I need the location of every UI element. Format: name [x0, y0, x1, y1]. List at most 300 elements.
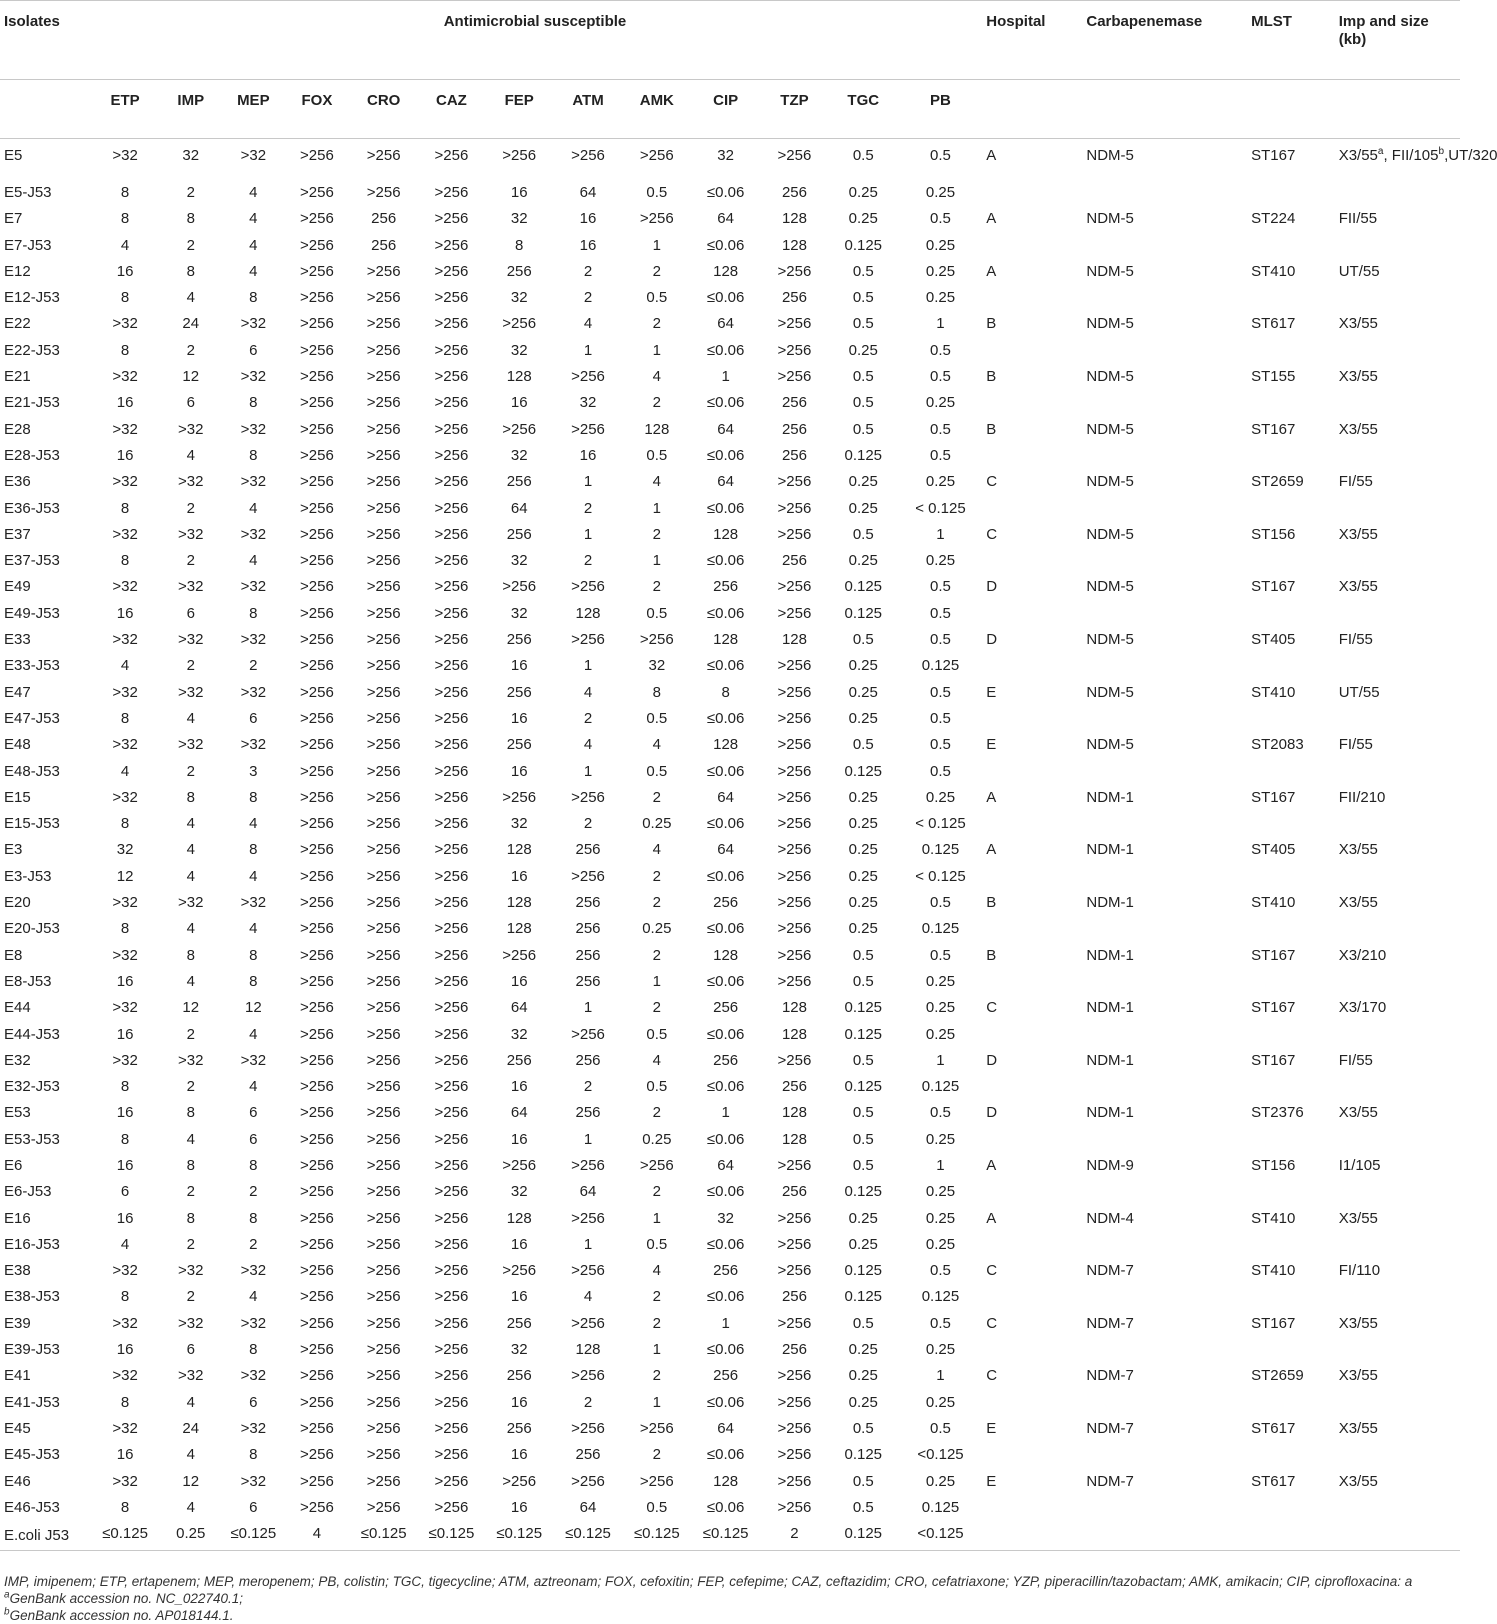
table-row — [0, 1445, 1460, 1471]
cell-cip: 256 — [713, 999, 739, 1017]
cell-tzp: 128 — [781, 631, 807, 649]
cell-cip: 256 — [713, 1051, 739, 1069]
cell-atm: >256 — [571, 788, 605, 806]
cell-imp: 12 — [182, 368, 200, 386]
cell-cip: ≤0.06 — [706, 1498, 745, 1516]
cell-caz: >256 — [434, 604, 469, 622]
cell-imp: 4 — [186, 1393, 195, 1411]
cell-mep: >32 — [240, 147, 267, 164]
cell-hosp — [982, 1340, 1082, 1366]
cell-cip: 128 — [713, 1472, 739, 1490]
cell-imp: >32 — [178, 631, 204, 649]
cell-tgc: 0.125 — [844, 578, 883, 596]
cell-mlst: ST155 — [1251, 368, 1296, 386]
cell-etp: 6 — [120, 1183, 130, 1201]
cell-isolate: E22 — [4, 315, 31, 333]
cell-mep: 12 — [244, 999, 262, 1017]
table-row — [0, 1209, 1460, 1235]
cell-isolate: E39 — [4, 1314, 31, 1332]
cell-amk: 2 — [652, 1314, 661, 1332]
cell-caz: >256 — [434, 999, 469, 1017]
cell-tgc: 0.125 — [828, 1524, 897, 1551]
cell-atm: >256 — [571, 368, 605, 386]
cell-imp-size: X3/55 — [1338, 1419, 1378, 1437]
cell-tgc: 0.125 — [844, 604, 883, 622]
cell-isolate: E15-J53 — [4, 815, 60, 833]
cell-caz: >256 — [434, 473, 469, 491]
cell-hosp — [982, 604, 1082, 630]
cell-isolate: E36 — [4, 473, 31, 491]
cell-fox: >256 — [300, 604, 334, 622]
cell-mep: 4 — [249, 236, 258, 254]
cell-tgc: 0.5 — [852, 394, 874, 412]
cell-cro: >256 — [366, 1025, 401, 1043]
cell-fep: 32 — [510, 604, 528, 622]
table-row — [0, 1472, 1460, 1498]
cell-carb — [1082, 1340, 1247, 1366]
cell-carb: NDM-1 — [1086, 999, 1134, 1017]
cell-pb: 0.5 — [930, 1314, 951, 1332]
cell-atm: 1 — [583, 341, 593, 359]
cell-carb: NDM-1 — [1086, 1104, 1134, 1122]
cell-caz: >256 — [434, 1183, 469, 1201]
cell-imp: >32 — [178, 894, 204, 912]
cell-isolate: E16-J53 — [4, 1235, 60, 1253]
cell-imp: 32 — [182, 147, 200, 164]
cell-amk: 1 — [652, 499, 661, 517]
header-imp-size-line1: Imp and size — [1338, 13, 1429, 30]
cell-atm: 4 — [583, 736, 593, 754]
cell-pb: 0.125 — [921, 1288, 960, 1306]
cell-cro: >256 — [366, 1472, 401, 1490]
cell-isolate: E38-J53 — [4, 1288, 60, 1306]
cell-caz: >256 — [434, 972, 469, 990]
cell-tzp: >256 — [777, 525, 812, 543]
cell-tgc: 0.25 — [848, 709, 878, 727]
cell-tgc: 0.5 — [852, 1314, 874, 1332]
cell-mep: 2 — [249, 1235, 258, 1253]
cell-tzp: >256 — [777, 920, 812, 938]
cell-caz: >256 — [434, 210, 469, 228]
cell-isolate: E7-J53 — [4, 236, 52, 254]
cell-cip: 64 — [717, 1156, 734, 1174]
cell-mlst: ST167 — [1251, 788, 1296, 806]
table-row — [0, 262, 1460, 288]
cell-atm: 256 — [575, 841, 601, 859]
cell-pb: 0.25 — [925, 184, 956, 201]
cell-tzp: 256 — [781, 184, 807, 201]
cell-amk: 4 — [652, 736, 661, 754]
header-drug-fox: FOX — [301, 92, 333, 109]
header-antimicrobial: Antimicrobial susceptible — [443, 13, 627, 30]
cell-pb: 0.5 — [930, 341, 951, 359]
cell-etp: >32 — [112, 1367, 138, 1385]
cell-carb — [1082, 709, 1247, 735]
cell-tgc: 0.125 — [844, 762, 883, 780]
cell-isolate: E45-J53 — [4, 1446, 60, 1464]
cell-imp: >32 — [178, 1367, 204, 1385]
cell-carb — [1082, 1025, 1247, 1051]
cell-tgc: 0.5 — [852, 1498, 874, 1516]
cell-fox: >256 — [300, 394, 334, 412]
table-row — [0, 814, 1460, 840]
cell-hosp: D — [986, 1104, 998, 1122]
cell-amk: 0.25 — [642, 920, 672, 938]
cell-mlst — [1247, 446, 1335, 472]
cell-etp: 8 — [120, 210, 130, 228]
cell-tzp: 128 — [781, 210, 807, 228]
cell-mlst: ST410 — [1251, 1209, 1296, 1227]
cell-pb: 0.25 — [925, 473, 956, 491]
cell-tzp: 256 — [781, 1183, 807, 1201]
cell-mlst — [1247, 1025, 1335, 1051]
cell-etp: >32 — [112, 683, 138, 701]
cell-isolate: E8-J53 — [4, 972, 52, 990]
cell-imp-size — [1335, 1498, 1460, 1524]
cell-cro: >256 — [366, 473, 401, 491]
cell-cip: ≤0.06 — [706, 815, 745, 833]
cell-mlst: ST167 — [1251, 946, 1296, 964]
cell-imp-size: FI/55 — [1338, 1051, 1373, 1069]
cell-caz: >256 — [434, 709, 469, 727]
cell-hosp: C — [986, 525, 998, 543]
cell-fox: >256 — [300, 1235, 334, 1253]
cell-amk: >256 — [639, 1156, 674, 1174]
cell-mlst — [1247, 656, 1335, 682]
cell-amk: 0.25 — [642, 815, 672, 833]
cell-imp-size: X3/55 — [1338, 420, 1378, 438]
cell-cip: 1 — [721, 1104, 730, 1122]
cell-atm: 2 — [583, 1078, 593, 1096]
header-blank — [1082, 80, 1247, 139]
cell-etp: >32 — [112, 1314, 138, 1332]
cell-cip: 128 — [713, 631, 739, 649]
cell-caz: >256 — [434, 184, 469, 201]
cell-pb: < 0.125 — [915, 867, 966, 885]
cell-isolate: E12 — [4, 262, 31, 280]
cell-tzp: >256 — [777, 604, 812, 622]
cell-cro: >256 — [366, 604, 401, 622]
cell-cro: >256 — [366, 1262, 401, 1280]
imp-part: , FII/105 — [1383, 147, 1439, 164]
cell-tgc: 0.5 — [852, 1472, 874, 1490]
cell-carb — [1082, 288, 1247, 314]
cell-fep: 32 — [510, 815, 528, 833]
cell-atm: 64 — [579, 1183, 597, 1201]
cell-fep: >256 — [502, 147, 537, 164]
cell-tzp: >256 — [777, 499, 812, 517]
cell-pb: 0.5 — [930, 683, 951, 701]
cell-amk: 2 — [652, 1104, 661, 1122]
cell-cro: >256 — [366, 578, 401, 596]
cell-atm: 4 — [583, 315, 593, 333]
cell-fep: 16 — [510, 867, 528, 885]
cell-etp: 32 — [116, 841, 134, 859]
cell-caz: >256 — [434, 368, 469, 386]
cell-amk: >256 — [639, 631, 674, 649]
cell-carb: NDM-4 — [1086, 1209, 1134, 1227]
cell-mep: >32 — [240, 420, 267, 438]
cell-tzp: 256 — [781, 420, 807, 438]
cell-pb: 0.5 — [930, 420, 951, 438]
cell-fep: >256 — [502, 1472, 537, 1490]
cell-fep: >256 — [502, 788, 537, 806]
cell-isolate: E46 — [4, 1472, 31, 1490]
cell-atm: 64 — [579, 1498, 597, 1516]
cell-atm: >256 — [571, 1156, 605, 1174]
cell-mlst: ST617 — [1251, 315, 1296, 333]
cell-fox: >256 — [300, 1156, 334, 1174]
cell-hosp — [982, 656, 1082, 682]
cell-amk: 0.5 — [646, 184, 668, 201]
cell-tgc: 0.25 — [848, 210, 878, 228]
cell-cro: >256 — [366, 1078, 401, 1096]
cell-isolate: E20-J53 — [4, 920, 60, 938]
header-carbapenemase: Carbapenemase — [1086, 13, 1203, 30]
cell-amk: 2 — [652, 394, 661, 412]
cell-fox: >256 — [300, 525, 334, 543]
cell-tgc: 0.25 — [848, 1367, 878, 1385]
cell-mlst — [1247, 183, 1335, 209]
cell-carb: NDM-5 — [1086, 420, 1134, 438]
table-row — [0, 788, 1460, 814]
cell-amk: 2 — [652, 578, 661, 596]
cell-imp: 2 — [186, 552, 195, 570]
table-row — [0, 525, 1460, 551]
cell-tgc: 0.25 — [848, 920, 878, 938]
cell-fep: 32 — [510, 1025, 528, 1043]
cell-fep: 16 — [510, 1393, 528, 1411]
cell-tzp: >256 — [777, 736, 812, 754]
cell-caz: >256 — [434, 578, 469, 596]
cell-fox: >256 — [300, 815, 334, 833]
table-row — [0, 683, 1460, 709]
cell-cro: >256 — [366, 1498, 401, 1516]
cell-atm: 1 — [583, 762, 593, 780]
cell-mep: 8 — [249, 1341, 258, 1359]
cell-mlst — [1247, 1182, 1335, 1208]
cell-mlst — [1247, 341, 1335, 367]
cell-mlst — [1247, 551, 1335, 577]
cell-atm: >256 — [571, 420, 605, 438]
cell-imp-size — [1335, 1524, 1460, 1551]
cell-fep: 16 — [510, 394, 528, 412]
cell-carb: NDM-9 — [1086, 1156, 1134, 1174]
cell-imp-size: X3/170 — [1338, 999, 1387, 1017]
cell-mlst: ST167 — [1251, 1051, 1296, 1069]
table-row — [0, 183, 1460, 209]
cell-imp: 4 — [186, 920, 195, 938]
cell-imp-size — [1335, 499, 1460, 525]
cell-isolate: E32 — [4, 1051, 31, 1069]
cell-cip: 1 — [721, 1314, 730, 1332]
cell-imp: 12 — [182, 1472, 200, 1490]
cell-tzp: 128 — [781, 1104, 807, 1122]
cell-carb: NDM-5 — [1086, 578, 1134, 596]
cell-hosp: B — [986, 946, 997, 964]
cell-hosp: C — [986, 1262, 998, 1280]
cell-amk: 32 — [648, 657, 666, 675]
cell-cro: >256 — [366, 147, 401, 164]
cell-carb — [1082, 1130, 1247, 1156]
cell-amk: 2 — [652, 946, 661, 964]
cell-atm: >256 — [571, 1025, 605, 1043]
cell-pb: 1 — [936, 1051, 945, 1069]
cell-amk: 2 — [652, 1183, 661, 1201]
cell-imp-size — [1335, 1287, 1460, 1313]
cell-cro: >256 — [366, 762, 401, 780]
cell-caz: >256 — [434, 315, 469, 333]
cell-tzp: >256 — [777, 762, 812, 780]
cell-pb: 0.25 — [925, 262, 956, 280]
cell-tgc: 0.125 — [844, 1025, 883, 1043]
cell-amk: 0.5 — [646, 1025, 668, 1043]
cell-fep: 32 — [510, 552, 528, 570]
cell-etp: 8 — [120, 1130, 130, 1148]
cell-imp-size — [1335, 867, 1460, 893]
cell-imp-size: UT/55 — [1338, 262, 1380, 280]
cell-cip: 256 — [713, 578, 739, 596]
cell-mlst — [1247, 1340, 1335, 1366]
cell-amk: 0.5 — [646, 762, 668, 780]
cell-pb: 0.5 — [930, 604, 951, 622]
cell-mlst: ST405 — [1251, 841, 1296, 859]
cell-tzp: 128 — [781, 1025, 807, 1043]
cell-pb: 1 — [936, 315, 945, 333]
cell-etp: 4 — [120, 657, 130, 675]
cell-fep: 256 — [506, 1367, 532, 1385]
cell-caz: >256 — [434, 1393, 469, 1411]
cell-atm: 2 — [583, 709, 593, 727]
cell-imp: 6 — [186, 394, 195, 412]
cell-cro: >256 — [366, 788, 401, 806]
cell-imp-size — [1335, 288, 1460, 314]
cell-imp: 4 — [186, 289, 195, 307]
cell-tgc: 0.5 — [852, 1104, 874, 1122]
cell-atm: >256 — [571, 147, 605, 164]
cell-tgc: 0.25 — [848, 841, 878, 859]
cell-fep: 256 — [506, 525, 532, 543]
cell-imp: 4 — [186, 815, 195, 833]
cell-amk: 128 — [644, 420, 670, 438]
cell-fox: 4 — [284, 1524, 349, 1551]
cell-etp: 8 — [120, 341, 130, 359]
header-blank — [0, 80, 90, 139]
cell-etp: 16 — [116, 1446, 134, 1464]
cell-pb: 0.5 — [930, 946, 951, 964]
cell-imp-size — [1335, 139, 1497, 184]
cell-pb: < 0.125 — [915, 499, 966, 517]
cell-fox: >256 — [300, 762, 334, 780]
cell-pb: <0.125 — [917, 1446, 964, 1464]
cell-fox: >256 — [300, 867, 334, 885]
cell-mep: 8 — [249, 946, 258, 964]
cell-carb: NDM-5 — [1086, 473, 1134, 491]
header-drug-etp: ETP — [110, 92, 140, 109]
cell-cro: >256 — [366, 289, 401, 307]
cell-caz: >256 — [434, 920, 469, 938]
header-hospital: Hospital — [986, 13, 1046, 30]
cell-cro: >256 — [366, 552, 401, 570]
cell-fox: >256 — [300, 147, 334, 164]
cell-cip: ≤0.06 — [706, 762, 745, 780]
cell-mep: 8 — [249, 1209, 258, 1227]
cell-imp: 2 — [186, 657, 195, 675]
cell-fep: 256 — [506, 262, 532, 280]
cell-carb: NDM-7 — [1086, 1472, 1134, 1490]
footnote-b-mark: b — [4, 1606, 10, 1618]
cell-isolate: E6-J53 — [4, 1183, 52, 1201]
cell-cro: >256 — [366, 1367, 401, 1385]
table-row — [0, 314, 1460, 340]
cell-carb: NDM-1 — [1086, 788, 1134, 806]
cell-cip: 64 — [717, 788, 734, 806]
cell-atm: 256 — [575, 972, 601, 990]
cell-etp: 16 — [116, 1209, 134, 1227]
cell-fep: 32 — [510, 446, 528, 464]
cell-hosp: E — [986, 736, 997, 754]
cell-mep: >32 — [240, 473, 267, 491]
imp-superscript: a — [1377, 146, 1384, 157]
cell-fox: >256 — [300, 1341, 334, 1359]
cell-imp: 2 — [186, 1288, 195, 1306]
cell-cro: >256 — [366, 1446, 401, 1464]
table-row — [0, 420, 1460, 446]
cell-caz: >256 — [434, 631, 469, 649]
cell-cip: ≤0.06 — [706, 1183, 745, 1201]
cell-etp: >32 — [112, 1262, 138, 1280]
table-row — [0, 577, 1460, 603]
cell-fox: >256 — [300, 946, 334, 964]
cell-imp: >32 — [178, 525, 204, 543]
cell-tgc: 0.5 — [852, 525, 874, 543]
table-row — [0, 1051, 1460, 1077]
cell-fox: >256 — [300, 420, 334, 438]
cell-cip: 128 — [713, 946, 739, 964]
cell-amk: 0.5 — [646, 1078, 668, 1096]
cell-imp-size: X3/55 — [1338, 1472, 1378, 1490]
cell-amk: 1 — [652, 552, 661, 570]
cell-amk: >256 — [639, 1419, 674, 1437]
cell-amk: 4 — [652, 841, 661, 859]
cell-caz: >256 — [434, 262, 469, 280]
cell-carb: NDM-7 — [1086, 1314, 1134, 1332]
table-row — [0, 1419, 1460, 1445]
cell-imp: 8 — [186, 210, 195, 228]
cell-fox: >256 — [300, 262, 334, 280]
cell-caz: >256 — [434, 1472, 469, 1490]
cell-carb: NDM-7 — [1086, 1262, 1134, 1280]
cell-fep: 16 — [510, 972, 528, 990]
cell-mlst: ST405 — [1251, 631, 1296, 649]
cell-cro: >256 — [366, 946, 401, 964]
table-row — [0, 1103, 1460, 1129]
cell-hosp: B — [986, 315, 997, 333]
cell-cip: ≤0.06 — [706, 867, 745, 885]
table-row — [0, 735, 1460, 761]
cell-etp: 16 — [116, 604, 134, 622]
cell-imp: 8 — [186, 1104, 195, 1122]
cell-etp: 8 — [120, 552, 130, 570]
cell-imp-size — [1335, 1130, 1460, 1156]
cell-cro: >256 — [366, 657, 401, 675]
cell-imp: 4 — [186, 709, 195, 727]
cell-pb: 0.25 — [925, 1393, 956, 1411]
cell-fox: >256 — [300, 499, 334, 517]
cell-mlst — [1247, 236, 1335, 262]
cell-cip: ≤0.06 — [706, 972, 745, 990]
footnote-a — [0, 1591, 1464, 1606]
